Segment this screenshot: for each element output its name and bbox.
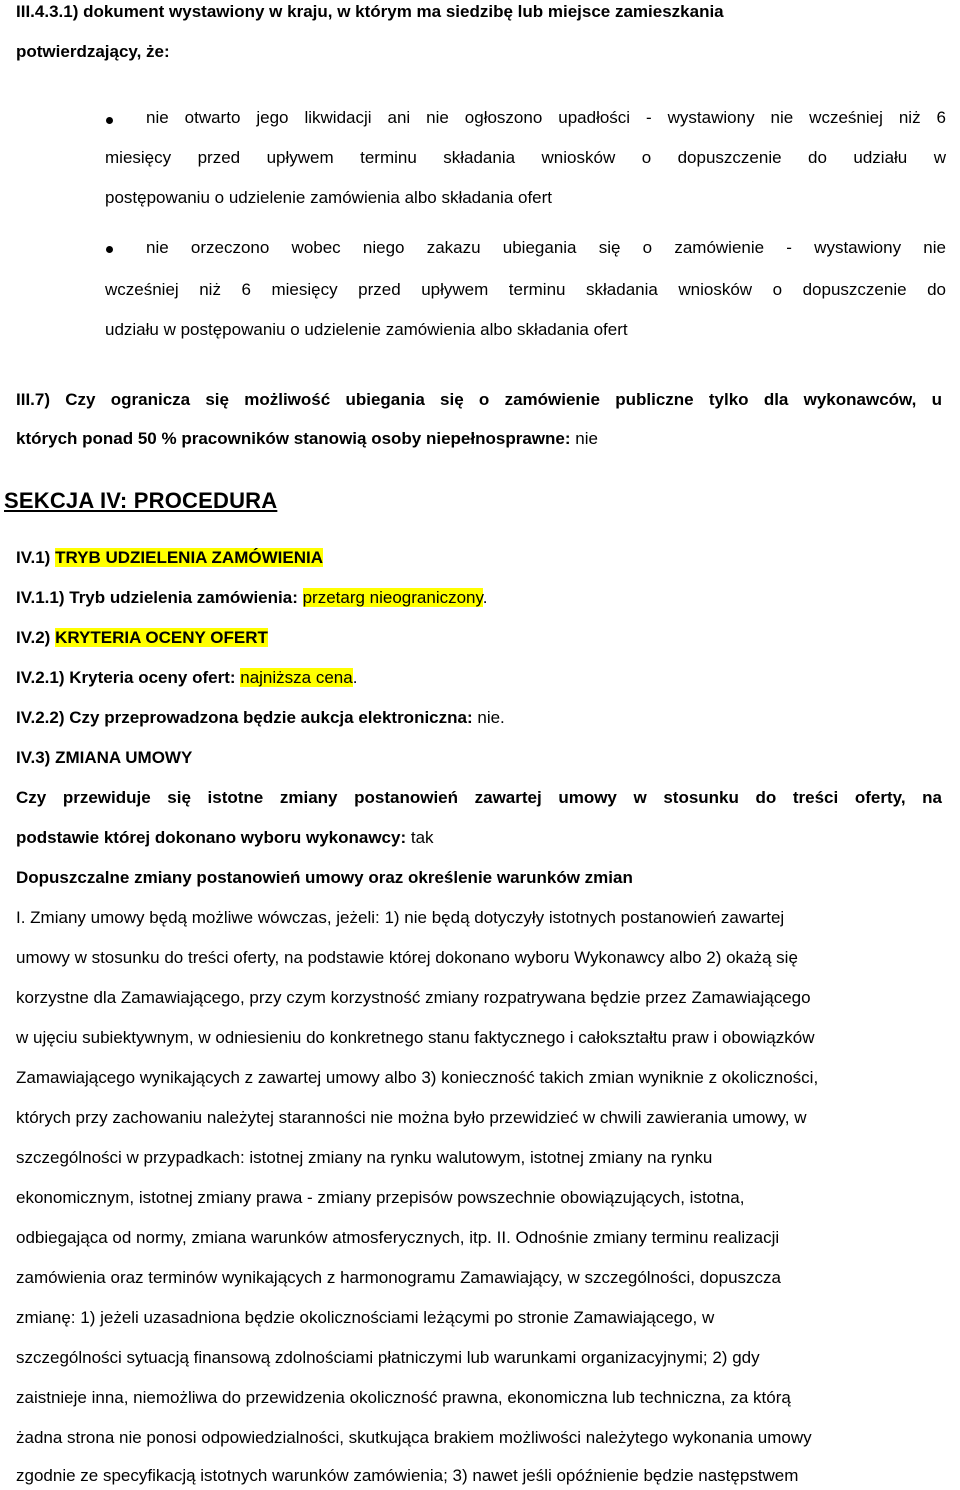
body-line: żadna strona nie ponosi odpowiedzialności, skutkująca brakiem możliwości należytego wykonania umowy xyxy=(16,1428,812,1447)
body-line: Zamawiającego wynikających z zawartej umowy albo 3) konieczność takich zmian wyniknie z okoliczności, xyxy=(16,1068,819,1087)
bullet-dot-icon xyxy=(106,117,113,124)
body-line: I. Zmiany umowy będą możliwe wówczas, jeżeli: 1) nie będą dotyczyły istotnych postanowień zawartej xyxy=(16,908,785,927)
iv1-heading xyxy=(16,548,956,568)
iv11-label: IV.1.1) Tryb udzielenia zamówienia: xyxy=(16,588,303,607)
body-line: zmianę: 1) jeżeli uzasadniona będzie okolicznościami leżącymi po stronie Zamawiającego, w xyxy=(16,1308,715,1327)
iv11-value: przetarg nieograniczony xyxy=(302,588,483,607)
body-line: szczególności w przypadkach: istotnej zmiany na rynku walutowym, istotnej zmiany na rynku xyxy=(16,1148,713,1167)
body-line: umowy w stosunku do treści oferty, na podstawie której dokonano wyboru Wykonawcy albo 2) okażą się xyxy=(16,948,798,967)
iv11-row xyxy=(16,588,956,608)
bullet-2-line-1: nie orzeczono wobec niego zakazu ubiegania się o zamówienie - wystawiony nie xyxy=(146,238,946,257)
body-line: korzystne dla Zamawiającego, przy czym korzystność zmiany rozpatrywana będzie przez Zamawiającego xyxy=(16,988,811,1007)
body-line: zaistnieje inna, niemożliwa do przewidzenia okoliczność prawna, ekonomiczna lub techniczna, za którą xyxy=(16,1388,791,1407)
iv22-label: IV.2.2) Czy przeprowadzona będzie aukcja elektroniczna: xyxy=(16,708,473,727)
bullet-2-line-2: wcześniej niż 6 miesięcy przed upływem terminu składania wniosków o dopuszczenie do xyxy=(105,280,946,299)
iv2-prefix: IV.2) xyxy=(16,628,56,647)
body-line: w ujęciu subiektywnym, w odniesieniu do konkretnego stanu faktycznego i całokształtu praw i obowiązków xyxy=(16,1028,815,1047)
question-line-1: Czy przewiduje się istotne zmiany postanowień zawartej umowy w stosunku do treści oferty, na xyxy=(16,788,942,807)
header-line-2: potwierdzający, że: xyxy=(16,42,170,61)
iv21-row xyxy=(16,668,956,688)
iv2-heading xyxy=(16,628,956,648)
body-line: szczególności sytuacją finansową zdolnościami płatniczymi lub warunkami organizacyjnymi; 2) gdy xyxy=(16,1348,760,1367)
bullet-2-line-3: udziału w postępowaniu o udzielenie zamówienia albo składania ofert xyxy=(105,320,628,339)
iv22-value: nie. xyxy=(472,708,505,727)
body-line: odbiegająca od normy, zmiana warunków atmosferycznych, itp. II. Odnośnie zmiany terminu realizacji xyxy=(16,1228,780,1247)
bullet-1-line-3: postępowaniu o udzielenie zamówienia albo składania ofert xyxy=(105,188,553,207)
section-title: SEKCJA IV: PROCEDURA xyxy=(4,488,278,513)
iv22-row xyxy=(16,708,956,728)
bullet-1-line-1: nie otwarto jego likwidacji ani nie ogłoszono upadłości - wystawiony nie wcześniej niż 6 xyxy=(146,108,946,127)
body-line: ekonomicznym, istotnej zmiany prawa - zmiany przepisów powszechnie obowiązujących, istotna, xyxy=(16,1188,745,1207)
body-line: których przy zachowaniu należytej staranności nie można było przewidzieć w chwili zawierania umowy, w xyxy=(16,1108,807,1127)
question-line-2 xyxy=(16,828,956,848)
bullet-dot-icon xyxy=(106,246,113,253)
iv11-suffix: . xyxy=(482,588,488,607)
iv1-prefix: IV.1) xyxy=(16,548,56,567)
iii7-line-1: III.7) Czy ogranicza się możliwość ubiegania się o zamówienie publiczne tylko dla wykonawców, u xyxy=(16,390,942,409)
iv3-heading: IV.3) ZMIANA UMOWY xyxy=(16,748,193,767)
question-text: podstawie której dokonano wyboru wykonawcy: xyxy=(16,828,407,847)
body-line: zgodnie ze specyfikacją istotnych warunków zamówienia; 3) nawet jeśli opóźnienie będzie następstwem xyxy=(16,1466,799,1485)
allowed-changes-title: Dopuszczalne zmiany postanowień umowy oraz określenie warunków zmian xyxy=(16,868,633,887)
iv21-value: najniższa cena xyxy=(240,668,353,687)
iii7-question: których ponad 50 % pracowników stanowią osoby niepełnosprawne: xyxy=(16,429,571,448)
iv1-title: TRYB UDZIELENIA ZAMÓWIENIA xyxy=(55,548,323,567)
body-line: zamówienia oraz terminów wynikających z harmonogramu Zamawiający, w szczególności, dopuszcza xyxy=(16,1268,781,1287)
header-line-1: III.4.3.1) dokument wystawiony w kraju, w którym ma siedzibę lub miejsce zamieszkania xyxy=(16,2,724,21)
iv21-label: IV.2.1) Kryteria oceny ofert: xyxy=(16,668,241,687)
iii7-answer: nie xyxy=(570,429,598,448)
question-answer: tak xyxy=(406,828,434,847)
iv21-suffix: . xyxy=(352,668,358,687)
bullet-1-line-2: miesięcy przed upływem terminu składania wniosków o dopuszczenie do udziału w xyxy=(105,148,946,167)
iii7-line-2 xyxy=(16,429,956,449)
iv2-title: KRYTERIA OCENY OFERT xyxy=(55,628,268,647)
